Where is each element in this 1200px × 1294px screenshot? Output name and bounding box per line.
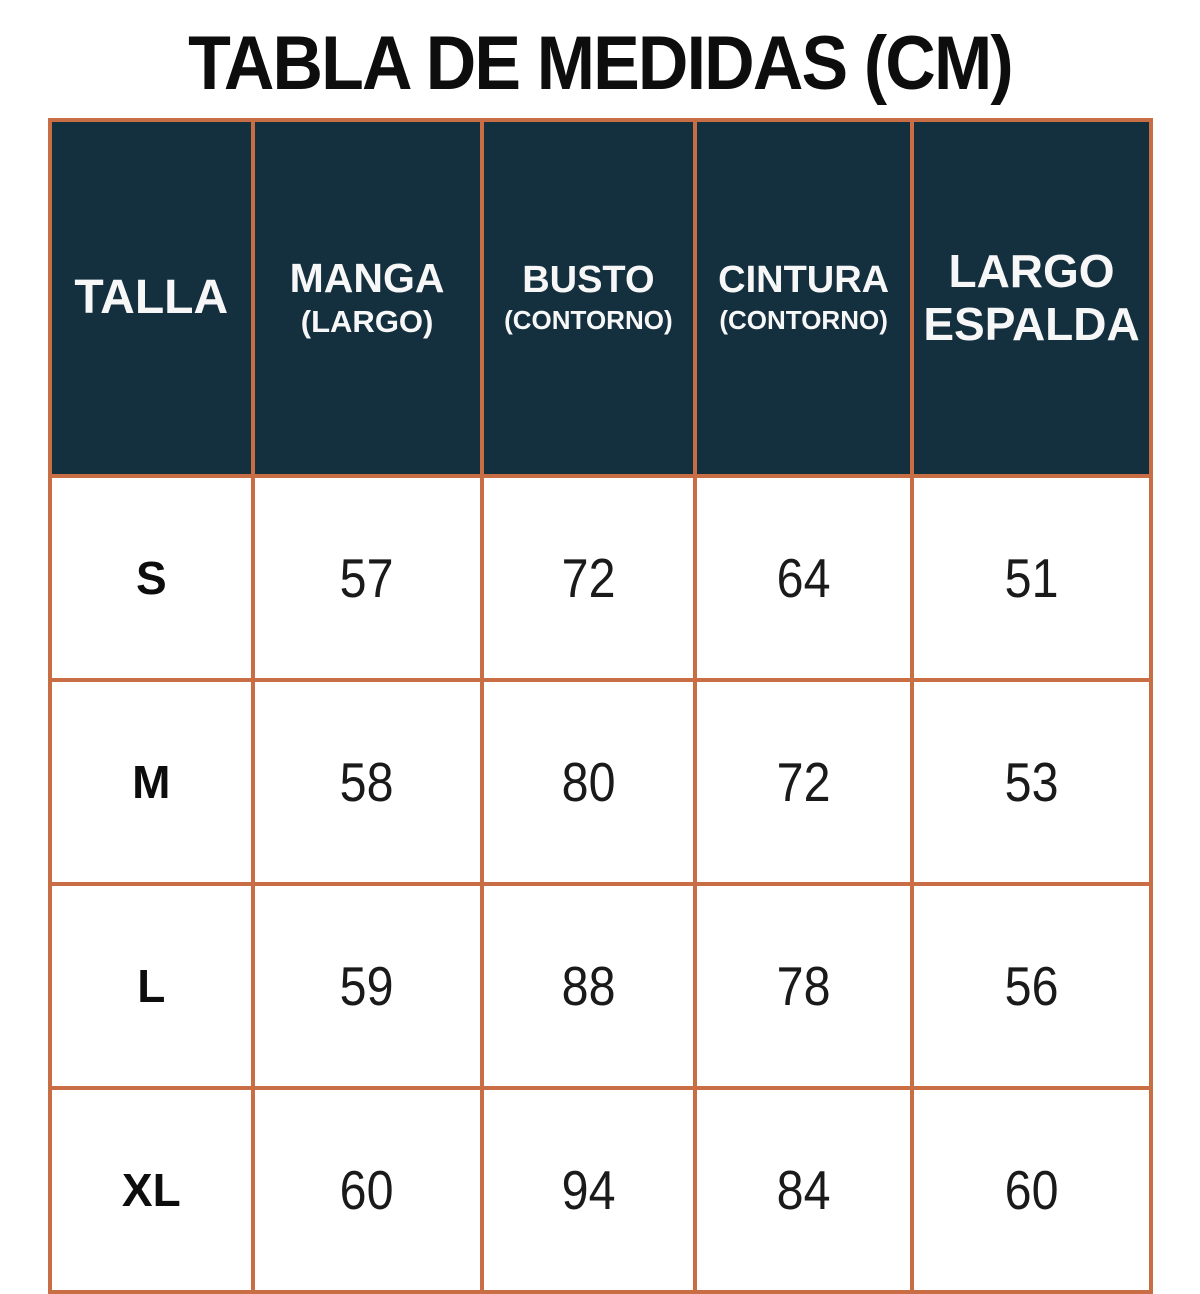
header-label-cintura: CINTURA [718,258,890,301]
header-row [50,120,1151,476]
cell-l-largo-espalda [912,884,1151,1088]
header-cell-largo-espalda [912,120,1151,476]
cell-s-largo-espalda [912,476,1151,680]
cell-m-cintura [695,680,912,884]
header-sublabel-busto: (CONTORNO) [504,305,673,336]
header-cell-cintura [695,120,912,476]
size-label-xl: XL [50,1088,253,1292]
cell-m-manga [253,680,482,884]
cell-xl-largo-espalda [912,1088,1151,1292]
header-label-largo-espalda: LARGO ESPALDA [923,245,1140,350]
header-sublabel-manga: (LARGO) [300,304,434,340]
value-text: 58 [340,751,395,813]
value-text: 56 [1004,955,1059,1017]
cell-s-cintura [695,476,912,680]
table-row-m [50,680,1151,884]
cell-xl-cintura [695,1088,912,1292]
value-text: 84 [776,1159,831,1221]
table-row-l [50,884,1151,1088]
cell-m-busto [482,680,696,884]
header-sublabel-cintura: (CONTORNO) [719,305,888,336]
value-text: 88 [561,955,616,1017]
page-title: TABLA DE MEDIDAS (CM) [188,21,1012,106]
header-label-manga: MANGA [289,254,445,301]
value-text: 80 [561,751,616,813]
header-label-talla: TALLA [74,271,229,325]
header-cell-busto [482,120,696,476]
value-text: 51 [1004,547,1059,609]
value-text: 60 [340,1159,395,1221]
size-label-l: L [50,884,253,1088]
value-text: 72 [776,751,831,813]
cell-xl-busto [482,1088,696,1292]
value-text: 78 [776,955,831,1017]
cell-l-cintura [695,884,912,1088]
cell-s-busto [482,476,696,680]
value-text: 94 [561,1159,616,1221]
table-row-s [50,476,1151,680]
cell-l-busto [482,884,696,1088]
value-text: 60 [1004,1159,1059,1221]
cell-m-largo-espalda [912,680,1151,884]
header-cell-talla [50,120,253,476]
header-cell-manga [253,120,482,476]
value-text: 59 [340,955,395,1017]
value-text: 57 [340,547,395,609]
size-table [48,118,1153,1294]
value-text: 64 [776,547,831,609]
table-row-xl [50,1088,1151,1292]
header-label-busto: BUSTO [522,258,655,301]
size-label-s: S [50,476,253,680]
cell-xl-manga [253,1088,482,1292]
value-text: 72 [561,547,616,609]
cell-l-manga [253,884,482,1088]
size-label-m: M [50,680,253,884]
cell-s-manga [253,476,482,680]
value-text: 53 [1004,751,1059,813]
